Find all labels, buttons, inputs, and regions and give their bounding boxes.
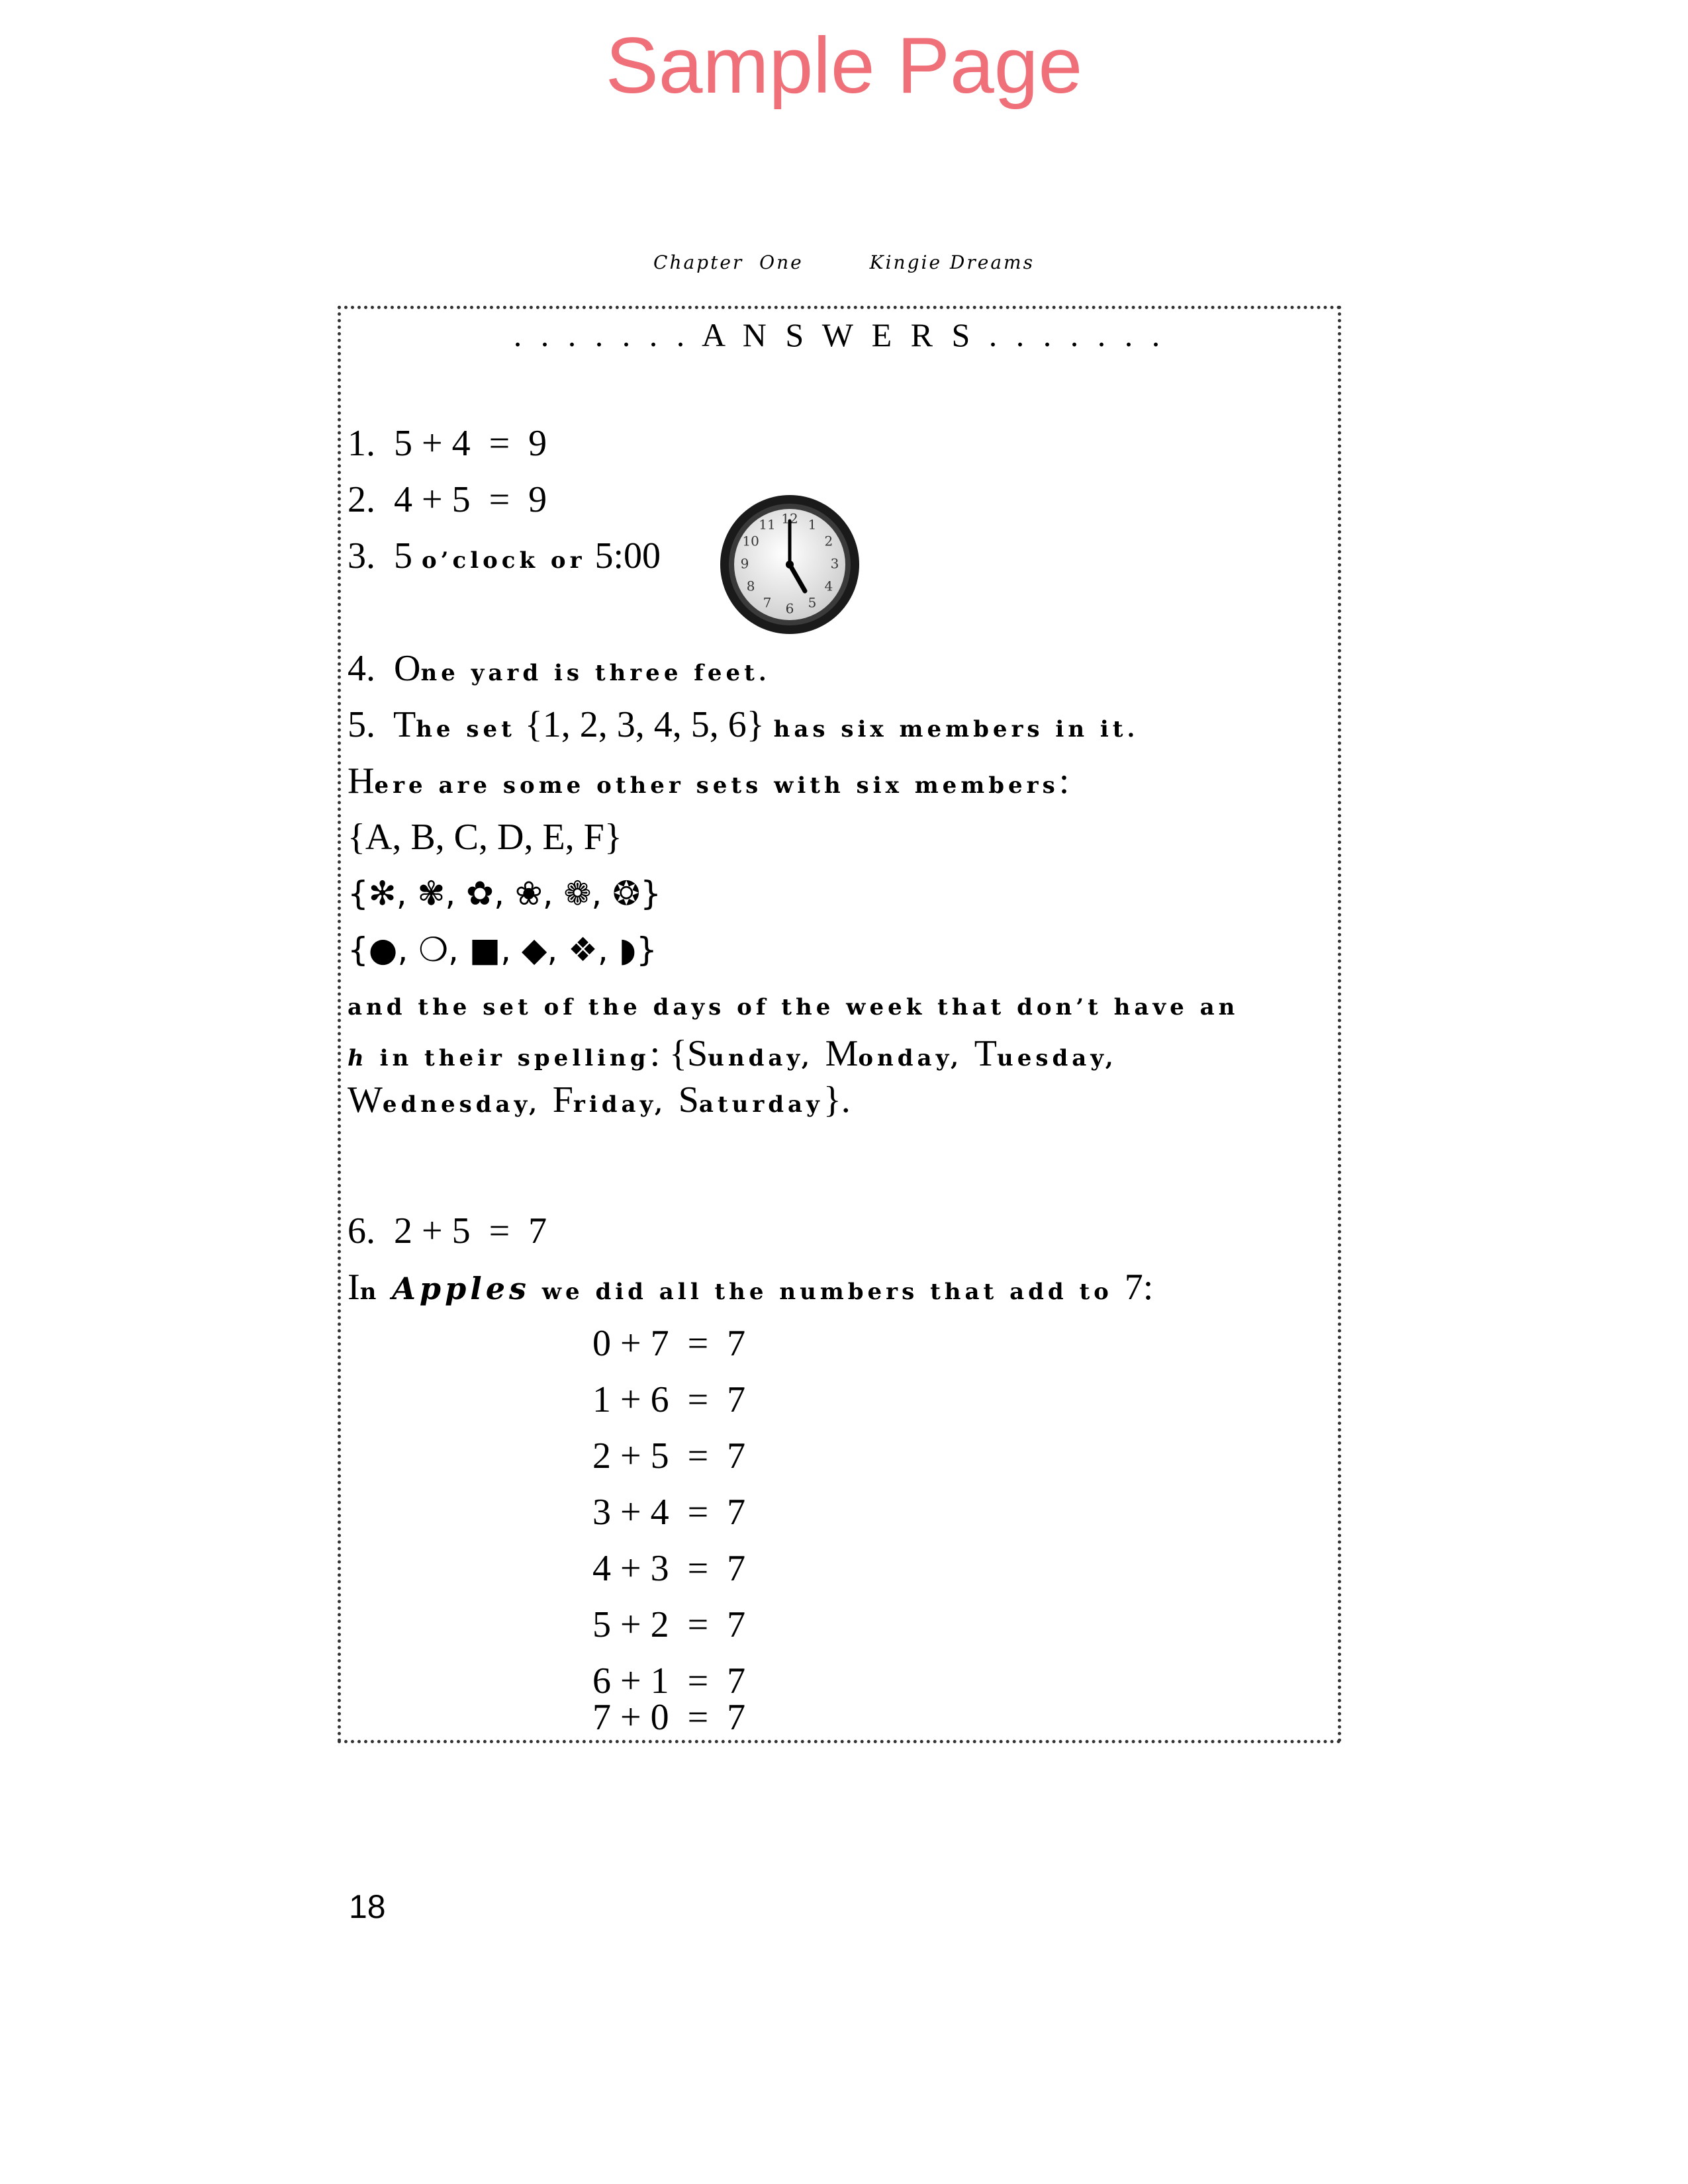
book-title: Kingie Dreams — [869, 251, 1035, 273]
answer-6: 6. 2 + 5 = 7 — [348, 1210, 547, 1251]
day-tuesday: uesday, — [996, 1045, 1117, 1071]
answer-4-text: ne yard is three feet. — [420, 660, 771, 686]
sum-row: 6 + 1 = 7 — [592, 1661, 746, 1702]
apples-n: n — [359, 1279, 393, 1305]
clock-numeral: 4 — [824, 578, 833, 594]
other-sets-text: ere are some other sets with six members — [374, 772, 1059, 799]
answer-1: 1. 5 + 4 = 9 — [348, 423, 547, 464]
answers-box — [338, 306, 1341, 1743]
running-head — [0, 251, 1688, 273]
sum-row: 1 + 6 = 7 — [592, 1379, 746, 1420]
apples-intro — [348, 1264, 1153, 1315]
day-friday: riday, — [573, 1091, 679, 1118]
answer-5-set: {1, 2, 3, 4, 5, 6} — [515, 704, 774, 745]
answer-5 — [348, 702, 1139, 752]
answer-5-number: 5. T — [348, 704, 416, 745]
other-sets-intro — [348, 758, 1069, 809]
day-sunday: unday, — [708, 1045, 825, 1071]
day-wednesday: ednesday, — [382, 1091, 553, 1118]
clock-numeral: 2 — [824, 533, 833, 549]
answer-3-number: 3. 5 — [348, 535, 422, 576]
clock-numeral: 7 — [763, 594, 772, 611]
sum-row: 4 + 3 = 7 — [592, 1548, 746, 1589]
other-sets-H: H — [348, 760, 375, 801]
answers-title: . . . . . . . A N S W E R S . . . . . . . — [513, 316, 1166, 353]
other-sets-colon: : — [1058, 760, 1070, 801]
clock-numeral: 12 — [781, 510, 798, 527]
sum-row: 0 + 7 = 7 — [592, 1323, 746, 1364]
apples-text: we did all the numbers that add to — [530, 1279, 1125, 1305]
clock-numeral: 11 — [759, 516, 776, 533]
answer-5-end: has six members in it. — [773, 716, 1139, 743]
apples-title: Apples — [392, 1271, 530, 1306]
sum-row: 5 + 2 = 7 — [592, 1604, 746, 1645]
set-letters: {A, B, C, D, E, F} — [348, 817, 622, 858]
days-close: }. — [823, 1079, 851, 1120]
clock-numeral: 1 — [808, 516, 817, 533]
chapter-label: Chapter One — [653, 251, 804, 273]
sum-row: 7 + 0 = 7 — [592, 1697, 746, 1738]
days-brace: : {S — [649, 1033, 708, 1074]
set-shapes: {●, ❍, ■, ◆, ❖, ◗} — [348, 931, 657, 969]
clock-numeral: 10 — [742, 533, 759, 549]
clock-numeral: 6 — [785, 600, 794, 617]
clock-numeral: 9 — [740, 555, 749, 572]
sum-row: 3 + 4 = 7 — [592, 1492, 746, 1533]
answer-3-time: 5:00 — [585, 535, 661, 576]
answer-4 — [348, 645, 771, 696]
day-friday-initial: F — [552, 1079, 573, 1120]
days-line-3 — [348, 1077, 851, 1128]
page-number: 18 — [349, 1888, 386, 1925]
sample-page-watermark: Sample Page — [605, 21, 1083, 110]
apples-seven: 7: — [1124, 1267, 1154, 1308]
day-monday: onday, — [858, 1045, 974, 1071]
days-line-2 — [348, 1030, 1117, 1081]
clock-numeral: 3 — [830, 555, 839, 572]
day-tuesday-initial: T — [974, 1033, 997, 1074]
days-line-2-text: in their spelling — [367, 1045, 650, 1071]
answer-4-number: 4. O — [348, 648, 421, 689]
apples-I: I — [348, 1267, 360, 1308]
days-line-1: and the set of the days of the week that don’t have an — [348, 994, 1239, 1021]
sum-row: 2 + 5 = 7 — [592, 1435, 746, 1477]
set-flowers: {✻, ✾, ✿, ❀, ❁, ❂} — [348, 874, 661, 913]
answer-3-oclock: o’clock or — [422, 547, 586, 574]
day-monday-initial: M — [825, 1033, 859, 1074]
clock-numeral: 8 — [746, 578, 755, 594]
clock-icon — [718, 493, 861, 636]
answer-2: 2. 4 + 5 = 9 — [348, 479, 547, 520]
day-wednesday-initial: W — [348, 1079, 383, 1120]
answer-5-mid: he set — [416, 716, 516, 743]
day-saturday-initial: S — [678, 1079, 699, 1120]
answer-3 — [348, 533, 661, 584]
day-saturday: aturday — [698, 1091, 823, 1118]
days-h: h — [348, 1045, 368, 1071]
clock-numeral: 5 — [808, 594, 817, 611]
